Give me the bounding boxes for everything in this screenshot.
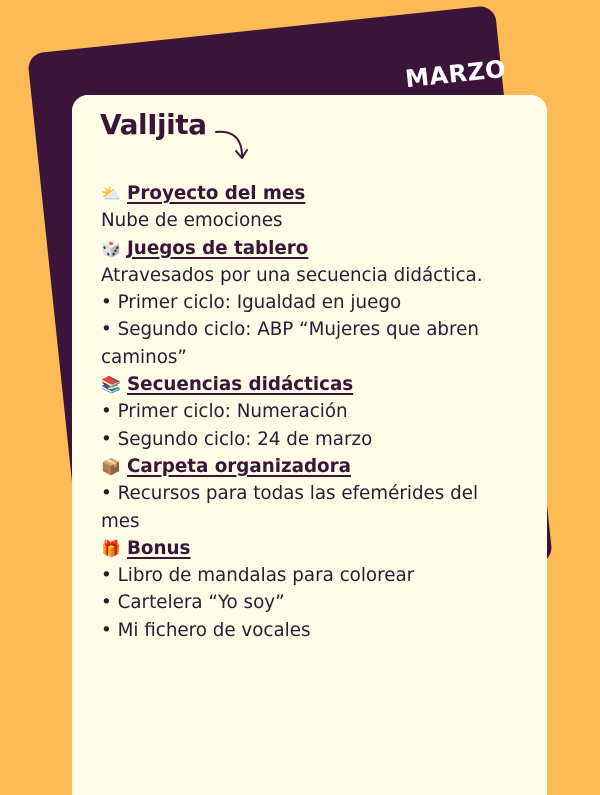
section-title: Proyecto del mes (127, 183, 306, 204)
section-title: Bonus (127, 537, 191, 559)
section (101, 453, 521, 535)
section-line: • Cartelera “Yo soy” (101, 592, 285, 614)
section-line: Nube de emociones (101, 210, 283, 232)
section (101, 180, 521, 235)
section-line: • Mi fichero de vocales (101, 619, 311, 641)
section-heading (101, 453, 521, 480)
section-title: Secuencias didácticas (127, 374, 354, 396)
section-line: Atravesados por una secuencia didáctica. (101, 264, 483, 286)
section-line: • Recursos para todas las efemérides del mes (101, 483, 479, 532)
section-line: • Primer ciclo: Numeración (101, 401, 348, 423)
section-line: • Libro de mandalas para colorear (101, 565, 415, 587)
section-heading (101, 535, 521, 562)
section-line: • Segundo ciclo: 24 de marzo (101, 428, 373, 450)
section-heading (101, 235, 521, 262)
section-title: Juegos de tablero (127, 237, 309, 259)
content-list (101, 180, 521, 644)
section-line: • Segundo ciclo: ABP “Mujeres que abren caminos” (101, 319, 479, 368)
books-icon: 📚 (101, 375, 121, 395)
cloud-sun-icon: ⛅ (101, 184, 121, 203)
section (101, 371, 521, 453)
brand-logo: ValIjita (100, 108, 207, 141)
section-line: • Primer ciclo: Igualdad en juego (101, 292, 402, 314)
gift-icon: 🎁 (101, 538, 121, 558)
section (101, 235, 521, 371)
section (101, 535, 521, 644)
dice-icon: 🎲 (101, 238, 121, 258)
section-title: Carpeta organizadora (127, 455, 351, 477)
box-icon: 📦 (101, 456, 121, 476)
month-label: MARZO (403, 54, 508, 94)
section-heading (101, 371, 521, 398)
section-heading (101, 180, 521, 207)
curved-arrow-icon (212, 126, 256, 166)
